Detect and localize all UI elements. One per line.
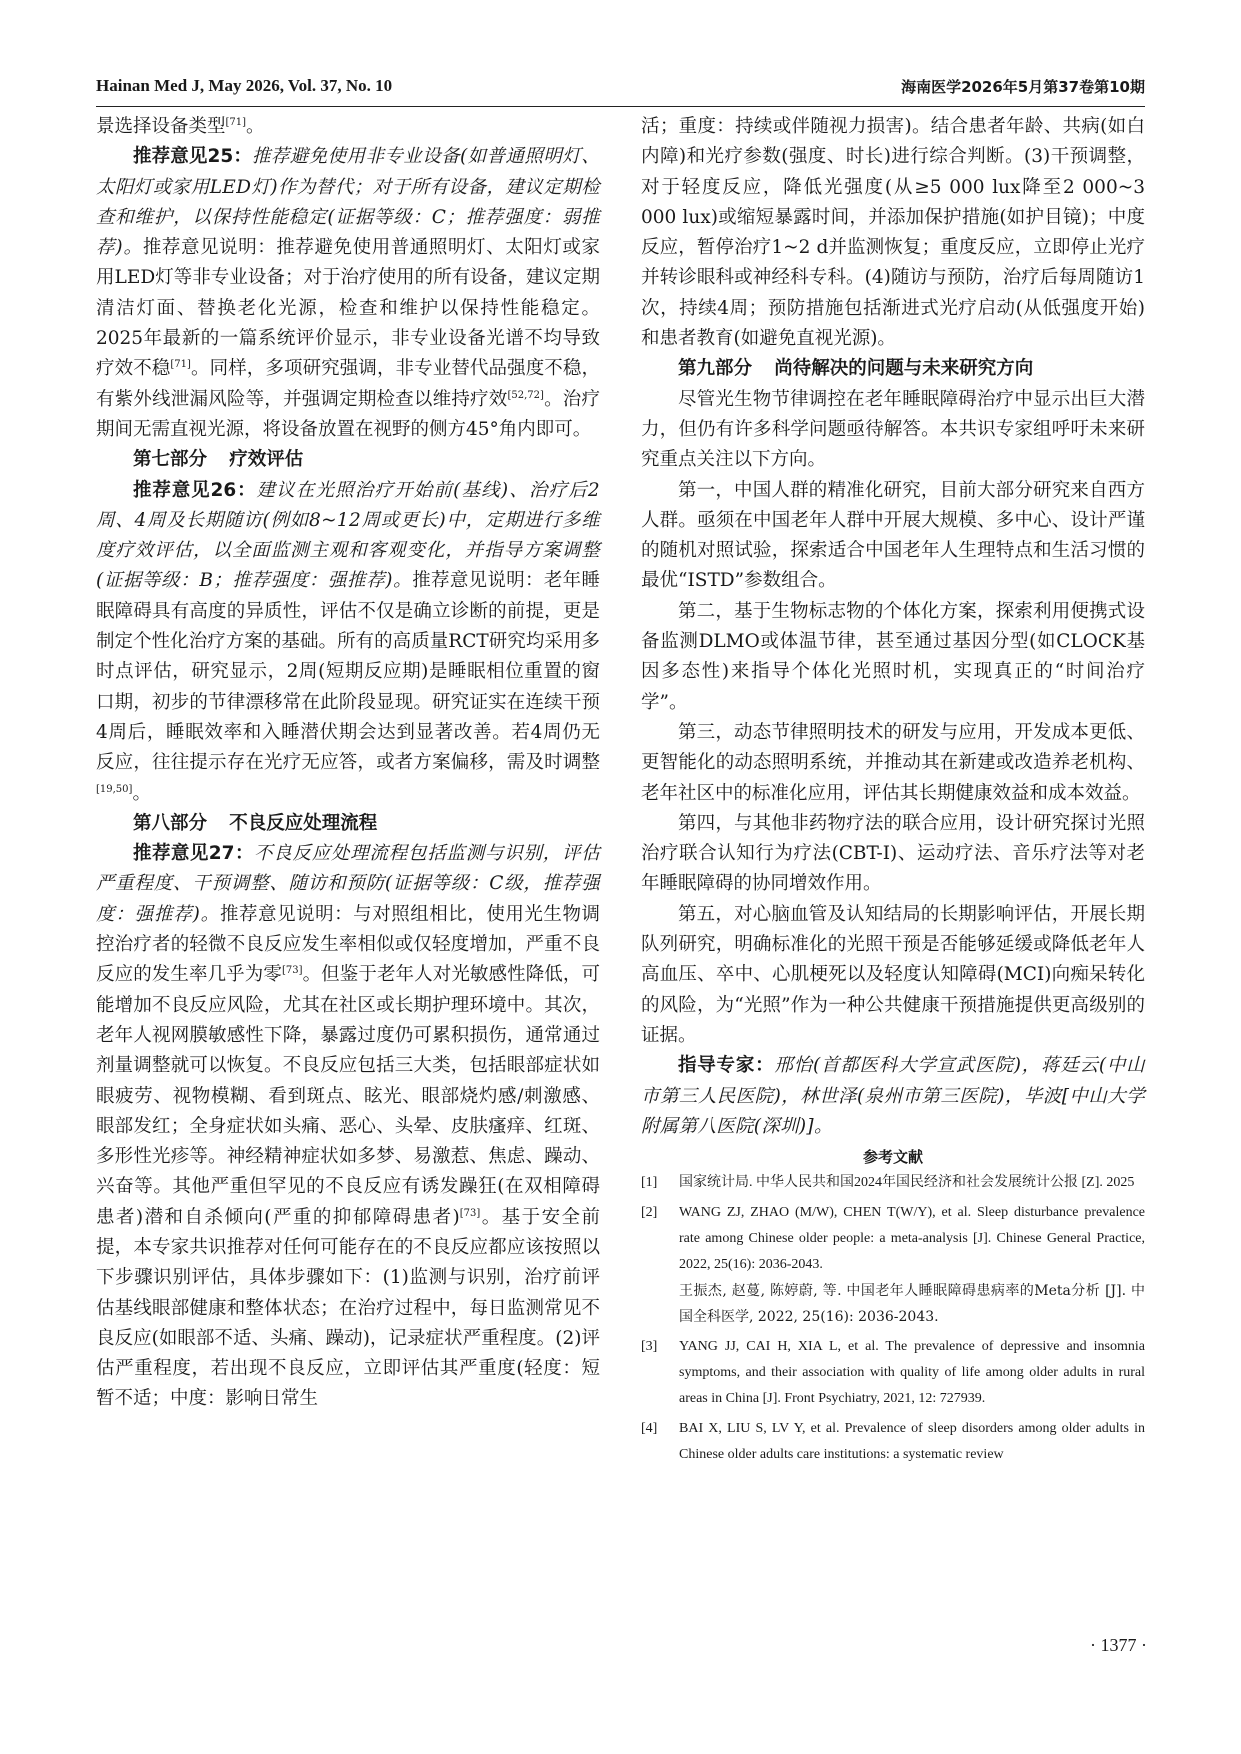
right-column — [641, 112, 1145, 1472]
future-direction-1: 第一，中国人群的精准化研究，目前大部分研究来自西方人群。亟须在中国老年人群中开展大规模、多中心、设计严谨的随机对照试验，探索适合中国老年人生理特点和生活习惯的最优“ISTD”参数组合。 — [641, 479, 1145, 592]
paragraph-continuation: 景选择设备类型[71]。 — [96, 116, 265, 137]
future-direction-3: 第三，动态节律照明技术的研发与应用，开发成本更低、更智能化的动态照明系统，并推动其在新建或改造养老机构、老年社区中的标准化应用，评估其长期健康效益和成本效益。 — [641, 721, 1145, 804]
journal-citation: Hainan Med J, May 2026, Vol. 37, No. 10 — [96, 76, 393, 95]
paragraph-continuation: 活；重度：持续或伴随视力损害)。结合患者年龄、共病(如白内障)和光疗参数(强度、时长)进行综合判断。(3)干预调整，对于轻度反应，降低光强度(从≥5 000 lux降至2 000~3 000 lux)或缩短暴露时间，并添加保护措施(如护目镜)；中度反应，暂停治疗1~2 d并监测恢复；重度反应，立即停止光疗并转诊眼科或神经科专科。(4)随访与预防，治疗后每周随访1次，持续4周；预防措施包括渐进式光疗启动(从低强度开始)和患者教育(如避免直视光源)。 — [641, 116, 1145, 350]
journal-issue: 海南医学2026年5月第37卷第10期 — [901, 78, 1145, 96]
running-header — [96, 76, 1145, 107]
left-column — [96, 112, 600, 1415]
guiding-experts: 指导专家：邢怡(首都医科大学宣武医院)，蒋廷云(中山市第三人民医院)，林世泽(泉州市第三医院)，毕波[中山大学附属第八医院(深圳)]。 — [641, 1055, 1145, 1137]
reference-item: [3] YANG JJ, CAI H, XIA L, et al. The prevalence of depressive and insomnia symptoms, and their association with quality of life among older adults in rural areas in China [J]. Front Psychiatry, 2021, 12: 727939. — [641, 1339, 1145, 1407]
section-7-heading: 第七部分 疗效评估 — [133, 449, 304, 471]
future-intro-paragraph: 尽管光生物节律调控在老年睡眠障碍治疗中显示出巨大潜力，但仍有许多科学问题亟待解答。本共识专家组呼吁未来研究重点关注以下方向。 — [641, 388, 1145, 471]
reference-list — [641, 1170, 1145, 1468]
reference-item: [1] 国家统计局. 中华人民共和国2024年国民经济和社会发展统计公报 [Z]. 2025 — [641, 1175, 1135, 1191]
future-direction-4: 第四，与其他非药物疗法的联合应用，设计研究探讨光照治疗联合认知行为疗法(CBT-I)、运动疗法、音乐疗法等对老年睡眠障碍的协同增效作用。 — [641, 812, 1145, 895]
section-8-heading: 第八部分 不良反应处理流程 — [133, 812, 378, 834]
reference-item: [2] WANG ZJ, ZHAO (M/W), CHEN T(W/Y), et al. Sleep disturbance prevalence rate among Chinese older people: a meta-analysis [J]. Chinese General Practice, 2022, 25(16): 2036-2043. 王振杰, 赵蔓, 陈婷蔚, 等. 中国老年人睡眠障碍患病率的Meta分析 [J]. 中国全科医学, 2022, 25(16): 2036-2043. — [641, 1205, 1145, 1326]
future-direction-5: 第五，对心脑血管及认知结局的长期影响评估，开展长期队列研究，明确标准化的光照干预是否能够延缓或降低老年人高血压、卒中、心肌梗死以及轻度认知障碍(MCI)向痴呆转化的风险，为“光照”作为一种公共健康干预措施提供更高级别的证据。 — [641, 903, 1145, 1046]
recommendation-27: 推荐意见27：不良反应处理流程包括监测与识别，评估严重程度、干预调整、随访和预防(证据等级：C级，推荐强度：强推荐)。推荐意见说明：与对照组相比，使用光生物调控治疗者的轻微不良反应发生率相似或仅轻度增加，严重不良反应的发生率几乎为零[73]。但鉴于老年人对光敏感性降低，可能增加不良反应风险，尤其在社区或长期护理环境中。其次，老年人视网膜敏感性下降，暴露过度仍可累积损伤，通常通过剂量调整就可以恢复。不良反应包括三大类，包括眼部症状如眼疲劳、视物模糊、看到斑点、眩光、眼部烧灼感/刺激感、眼部发红；全身症状如头痛、恶心、头晕、皮肤瘙痒、红斑、多形性光疹等。神经精神症状如多梦、易激惹、焦虑、躁动、兴奋等。其他严重但罕见的不良反应有诱发躁狂(在双相障碍患者)潜和自杀倾向(严重的抑郁障碍患者)[73]。基于安全前提，本专家共识推荐对任何可能存在的不良反应都应该按照以下步骤识别评估，具体步骤如下：(1)监测与识别，治疗前评估基线眼部健康和整体状态；在治疗过程中，每日监测常见不良反应(如眼部不适、头痛、躁动)，记录症状严重程度。(2)评估严重程度，若出现不良反应，立即评估其严重度(轻度：短暂不适；中度：影响日常生 — [96, 843, 600, 1410]
reference-item: [4] BAI X, LIU S, LV Y, et al. Prevalence of sleep disorders among older adults in Chinese older adults care institutions: a systematic review — [641, 1421, 1145, 1463]
section-9-heading: 第九部分 尚待解决的问题与未来研究方向 — [678, 358, 1034, 380]
recommendation-26: 推荐意见26：建议在光照治疗开始前(基线)、治疗后2周、4周及长期随访(例如8~12周或更长)中，定期进行多维度疗效评估，以全面监测主观和客观变化，并指导方案调整(证据等级：B；推荐强度：强推荐)。推荐意见说明：老年睡眠障碍具有高度的异质性，评估不仅是确立诊断的前提，更是制定个性化治疗方案的基础。所有的高质量RCT研究均采用多时点评估，研究显示，2周(短期反应期)是睡眠相位重置的窗口期，初步的节律漂移常在此阶段显现。研究证实在连续干预4周后，睡眠效率和入睡潜伏期会达到显著改善。若4周仍无反应，往往提示存在光疗无应答，或者方案偏移，需及时调整[19,50]。 — [96, 479, 600, 804]
page-number: · 1377 · — [1090, 1635, 1147, 1655]
references-title: 参考文献 — [862, 1148, 923, 1167]
recommendation-25: 推荐意见25：推荐避免使用非专业设备(如普通照明灯、太阳灯或家用LED灯)作为替代；对于所有设备，建议定期检查和维护，以保持性能稳定(证据等级：C；推荐强度：弱推荐)。推荐意见说明：推荐避免使用普通照明灯、太阳灯或家用LED灯等非专业设备；对于治疗使用的所有设备，建议定期清洁灯面、替换老化光源，检查和维护以保持性能稳定。2025年最新的一篇系统评价显示，非专业设备光谱不均导致疗效不稳[71]。同样，多项研究强调，非专业替代品强度不稳，有紫外线泄漏风险等，并强调定期检查以维持疗效[52,72]。治疗期间无需直视光源，将设备放置在视野的侧方45°角内即可。 — [96, 146, 600, 440]
future-direction-2: 第二，基于生物标志物的个体化方案，探索利用便携式设备监测DLMO或体温节律，甚至通过基因分型(如CLOCK基因多态性)来指导个体化光照时机，实现真正的“时间治疗学”。 — [641, 600, 1145, 713]
